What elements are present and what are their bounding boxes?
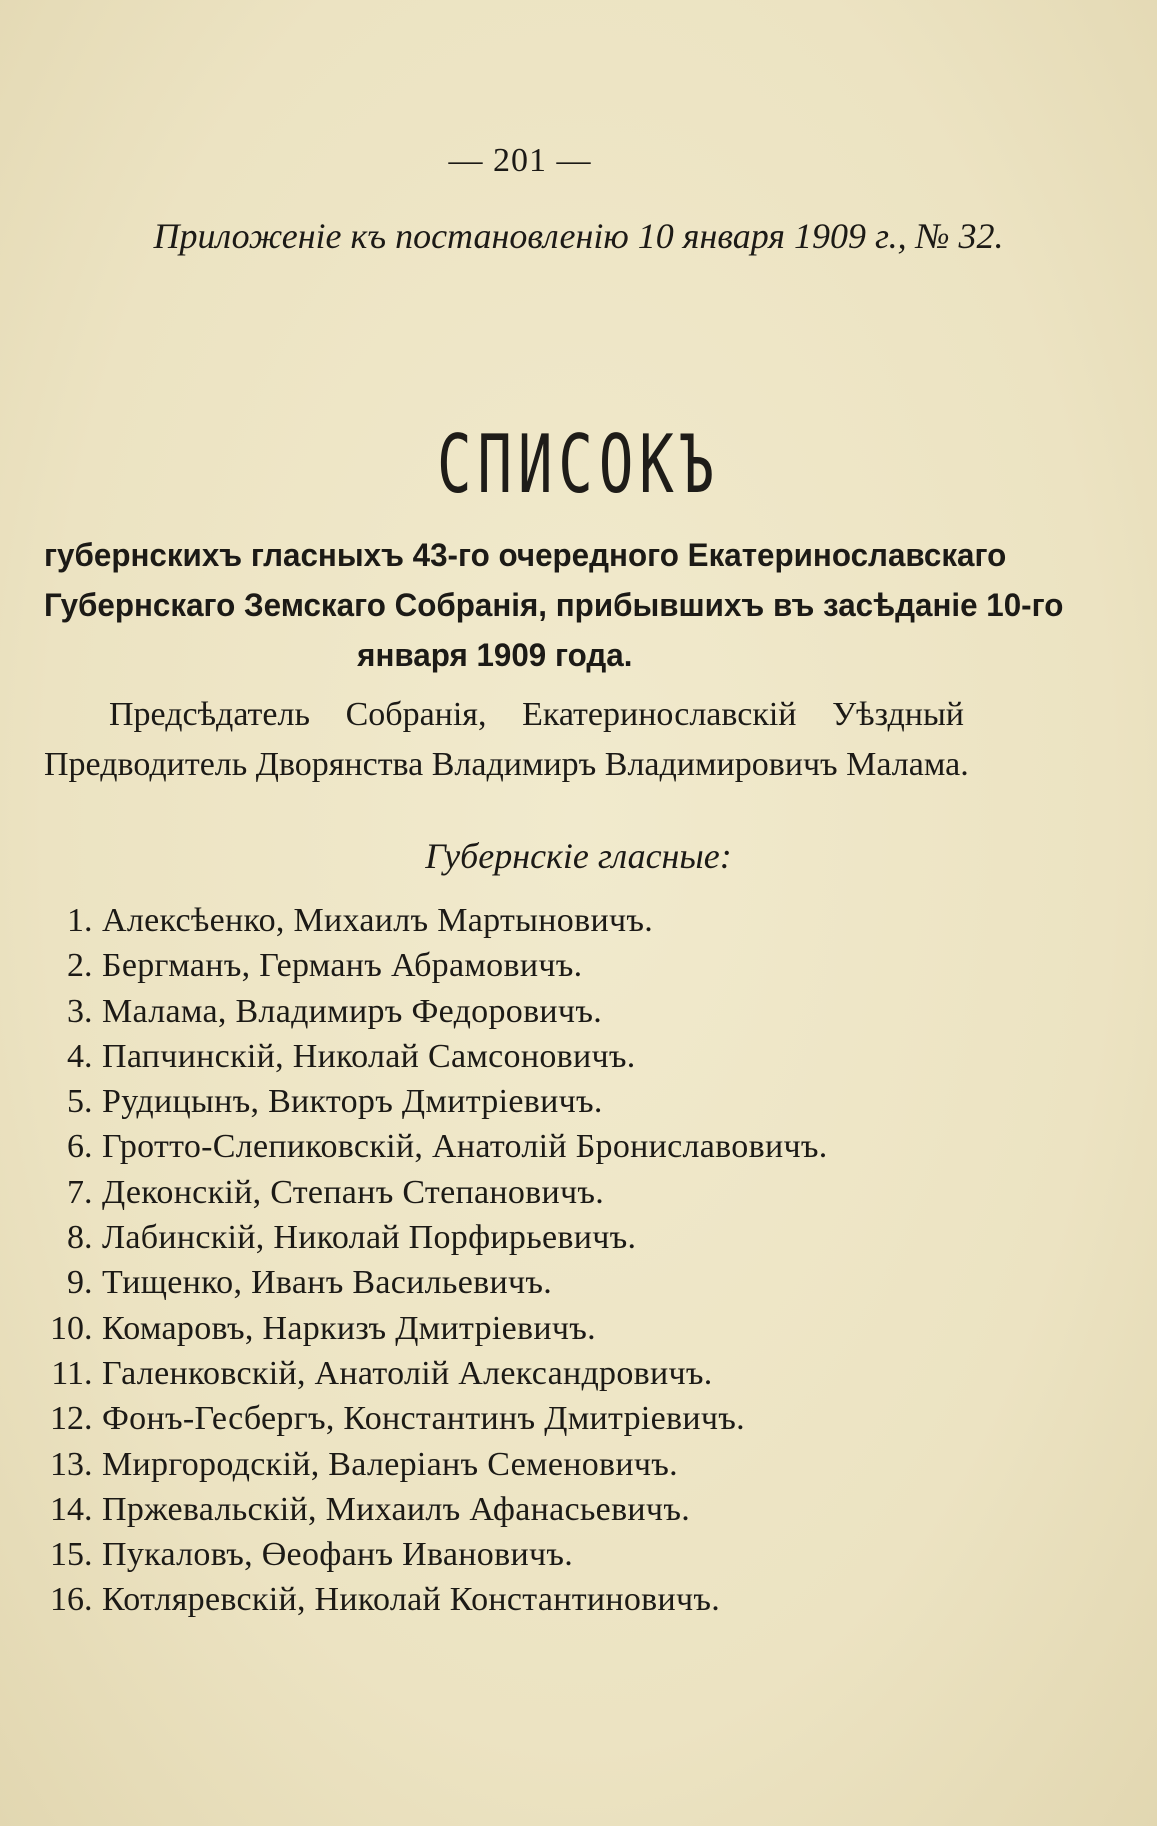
list-item [44, 1124, 1044, 1169]
subtitle-line: января 1909 года. [357, 637, 633, 673]
list-item-name: Папчинскiй, Николай Самсоновичъ. [102, 1037, 636, 1075]
list-item-number: 10 [50, 1309, 84, 1347]
list-item [44, 1396, 1044, 1441]
list-item-name: Алексѣенко, Михаилъ Мартыновичъ. [102, 902, 654, 939]
list-item-number: 8 [67, 1219, 84, 1257]
list-item-number-dot: . [84, 1400, 93, 1438]
list-item-number: 14 [50, 1490, 84, 1528]
list-item-number-dot: . [84, 1083, 93, 1121]
document-title: СПИСОКЪ [436, 418, 721, 511]
list-item-number-dot: . [84, 902, 93, 939]
list-item [44, 1306, 1044, 1351]
list-item [44, 1532, 1044, 1577]
list-item-number: 1 [67, 902, 84, 939]
list-item-number: 13 [50, 1445, 84, 1483]
list-item-number-dot: . [84, 1354, 93, 1392]
list-item-name: Пукаловъ, Өеофанъ Ивановичъ. [102, 1536, 574, 1574]
list-item [44, 943, 1044, 988]
list-item-number: 2 [67, 947, 84, 985]
list-item [44, 1351, 1044, 1396]
list-item [44, 989, 1044, 1034]
list-item [44, 1079, 1044, 1124]
list-item-number-dot: . [84, 1219, 93, 1257]
list-item-number-dot: . [84, 1581, 93, 1619]
subtitle-line: Губернскаго Земскаго Собранiя, прибывшихъ въ засѣданiе 10-го [44, 587, 1064, 623]
list-item-name: Галенковскiй, Анатолiй Александровичъ. [102, 1354, 713, 1392]
list-item-number: 11 [51, 1354, 84, 1392]
list-item-number: 7 [67, 1173, 84, 1211]
chairman-paragraph [44, 690, 969, 790]
list-item-name: Тищенко, Иванъ Васильевичъ. [102, 1264, 553, 1302]
list-item-number-dot: . [84, 1128, 93, 1166]
members-list [44, 898, 1044, 1623]
subtitle-line: губернскихъ гласныхъ 43-го очередного Екатеринославскаго [44, 537, 1007, 573]
list-item [44, 1487, 1044, 1532]
list-item-number: 15 [50, 1536, 84, 1574]
list-item-number: 5 [67, 1083, 84, 1121]
list-item-number: 9 [67, 1264, 84, 1302]
list-item [44, 1215, 1044, 1260]
chairman-line: Предводитель Дворянства Владимиръ Владимировичъ Малама. [44, 746, 969, 783]
list-item-name: Лабинскiй, Николай Порфирьевичъ. [102, 1219, 637, 1257]
list-item-name: Малама, Владимиръ Федоровичъ. [102, 992, 603, 1030]
page-number: — 201 — [448, 142, 592, 179]
list-item-number-dot: . [84, 947, 93, 985]
list-item-number-dot: . [84, 1309, 93, 1347]
list-item-name: Деконскiй, Степанъ Степановичъ. [102, 1173, 605, 1211]
list-item-name: Фонъ-Гесбергъ, Константинъ Дмитрiевичъ. [102, 1400, 745, 1438]
list-item-number-dot: . [84, 1173, 93, 1211]
list-item [44, 1442, 1044, 1487]
list-item-name: Рудицынъ, Викторъ Дмитрiевичъ. [102, 1083, 603, 1121]
list-item [44, 1260, 1044, 1305]
list-item-number-dot: . [84, 1445, 93, 1483]
list-item [44, 1034, 1044, 1079]
section-heading: Губернскiе гласные: [425, 836, 732, 876]
list-item-number-dot: . [84, 1490, 93, 1528]
list-item-number-dot: . [84, 1264, 93, 1302]
list-item-number-dot: . [84, 1536, 93, 1574]
list-item-number: 3 [67, 992, 84, 1030]
list-item-name: Гротто-Слепиковскiй, Анатолiй Брониславовичъ. [102, 1128, 828, 1166]
list-item [44, 1577, 1044, 1622]
list-item-number-dot: . [84, 1037, 93, 1075]
chairman-line: Предсѣдатель Собранiя, Екатеринославскiй Уѣздный [109, 696, 964, 733]
list-item [44, 898, 1044, 943]
list-item-name: Миргородскiй, Валерiанъ Семеновичъ. [102, 1445, 678, 1483]
list-item-number: 6 [67, 1128, 84, 1166]
list-item-name: Котляревскiй, Николай Константиновичъ. [102, 1581, 721, 1619]
list-item-number: 12 [50, 1400, 84, 1438]
list-item-number: 16 [50, 1581, 84, 1619]
list-item-name: Пржевальскiй, Михаилъ Афанасьевичъ. [102, 1490, 691, 1528]
list-item-name: Бергманъ, Германъ Абрамовичъ. [102, 947, 583, 985]
list-item-number-dot: . [84, 992, 93, 1030]
appendix-note: Приложенiе къ постановленiю 10 января 1909 г., № 32. [153, 216, 1004, 256]
document-subtitle [44, 530, 1064, 680]
list-item-number: 4 [67, 1037, 84, 1075]
list-item [44, 1170, 1044, 1215]
list-item-name: Комаровъ, Наркизъ Дмитрiевичъ. [102, 1309, 596, 1347]
